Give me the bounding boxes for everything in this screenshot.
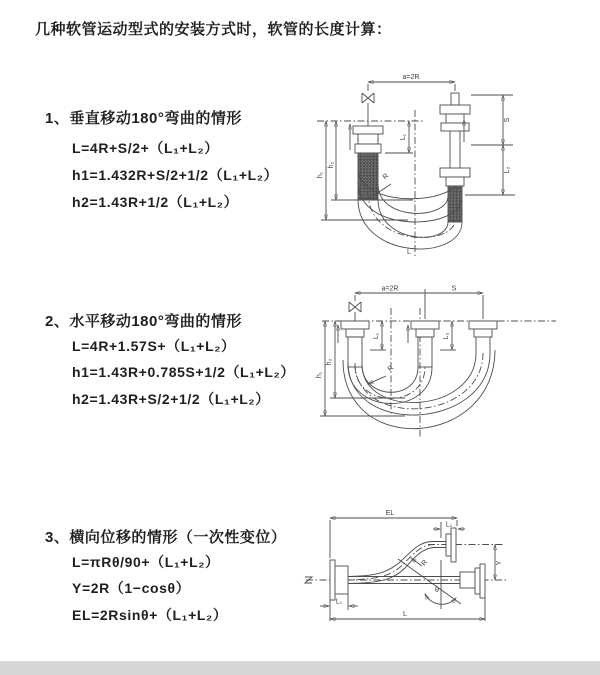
dimension-el (330, 510, 457, 558)
section-1-formula-h2: h2=1.43R+1/2（L₁+L₂） (72, 194, 239, 210)
page-bottom-edge (0, 661, 600, 675)
dimension-l1 (370, 321, 386, 350)
dim-label-l1: L₁ (400, 133, 407, 141)
left-flange (330, 560, 348, 600)
section-1-formula-L: L=4R+S/2+（L₁+L₂） (72, 140, 219, 156)
valve-icon (349, 302, 361, 321)
dim-label-l1-top: L₁ (445, 521, 453, 529)
section-1-heading: 1、垂直移动180°弯曲的情形 (45, 110, 242, 127)
dim-label-l: L (403, 611, 407, 618)
section-2-formula-L: L=4R+1.57S+（L₁+L₂） (72, 338, 236, 354)
section-1-formula-h1: h1=1.432R+S/2+1/2（L₁+L₂） (72, 167, 279, 183)
braided-hose-left (358, 153, 378, 199)
dim-label-h1: h₁ (317, 171, 324, 179)
dim-label-y: Y (496, 560, 503, 566)
middle-pipe-assembly (408, 321, 439, 367)
dim-label-a2r: a=2R (381, 285, 399, 293)
left-pipe-assembly (350, 124, 383, 199)
diagram-lateral-displacement (298, 502, 568, 632)
dim-label-l1-bottom: L₁ (335, 598, 343, 606)
right-pipe-assembly (469, 321, 497, 353)
upper-right-flange (446, 528, 456, 562)
dimension-l2 (440, 321, 456, 350)
dim-label-h1: h₁ (316, 371, 323, 379)
dim-label-h2: h₂ (328, 161, 335, 169)
angle-theta-annotation (398, 559, 461, 609)
dim-label-el: EL (385, 510, 395, 517)
section-3-formula-EL: EL=2Rsinθ+（L₁+L₂） (72, 607, 228, 623)
braided-hose-left (348, 337, 362, 367)
section-3-formula-Y: Y=2R（1−cosθ） (72, 580, 191, 596)
section-2-heading: 2、水平移动180°弯曲的情形 (45, 313, 242, 330)
dim-label-s: S (451, 285, 457, 293)
diagram-horizontal-180-bend (310, 280, 560, 442)
dimension-l1 (385, 121, 413, 153)
dim-label-l: L (407, 249, 411, 256)
dim-label-theta: θ (435, 587, 439, 594)
s-curve-hose (344, 542, 450, 584)
braided-hose-right (448, 186, 462, 222)
dim-label-r: R (381, 172, 391, 182)
dimension-l1-bottom (320, 594, 358, 610)
diagram-vertical-180-bend (303, 70, 533, 262)
dim-label-r: R (386, 364, 396, 374)
dim-label-l1: L₁ (373, 332, 380, 340)
hose-u-bend-arcs (343, 350, 495, 429)
page-title: 几种软管运动型式的安装方式时，软管的长度计算： (35, 21, 392, 38)
section-3-heading: 3、横向位移的情形（一次性变位） (45, 529, 287, 546)
dimension-a2r (368, 74, 455, 91)
radius-annotation (411, 558, 429, 567)
dim-label-s: S (504, 117, 511, 123)
dimension-y (495, 545, 503, 581)
dimension-l2 (465, 145, 515, 195)
dim-label-l2: L₂ (443, 332, 450, 340)
dimension-a2r-s (355, 286, 483, 320)
lower-right-flange (460, 564, 485, 598)
dimension-s (471, 95, 513, 145)
dim-label-a2r: a=2R (402, 74, 420, 81)
right-pipe-assembly (440, 93, 470, 222)
section-3-formula-L: L=πRθ/90+（L₁+L₂） (72, 554, 220, 570)
dim-label-l2: L₂ (504, 166, 511, 174)
section-2-formula-h2: h2=1.43R+S/2+1/2（L₁+L₂） (72, 391, 270, 407)
section-2-formula-h1: h1=1.43R+0.785S+1/2（L₁+L₂） (72, 364, 295, 380)
dimension-l (330, 598, 485, 621)
dim-label-h2: h₂ (326, 358, 333, 366)
dim-label-r: R (420, 558, 430, 568)
